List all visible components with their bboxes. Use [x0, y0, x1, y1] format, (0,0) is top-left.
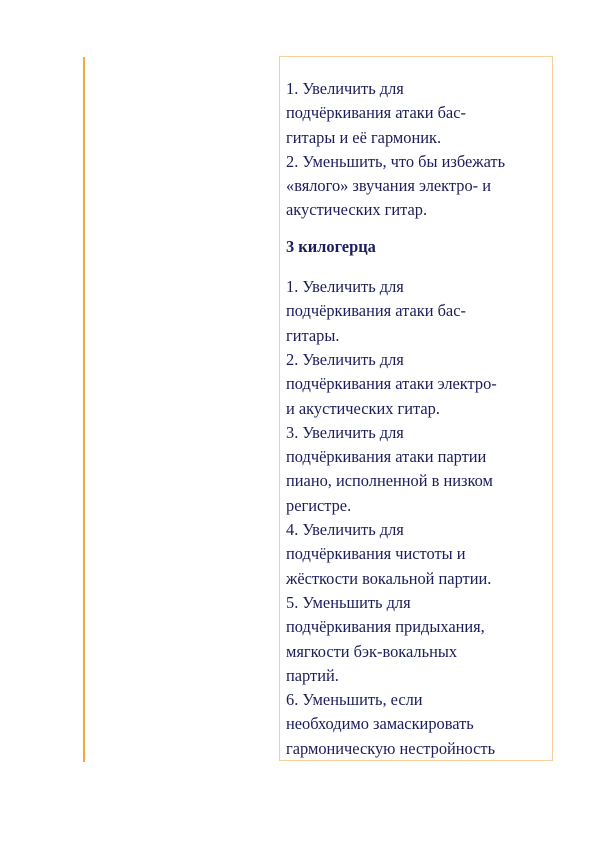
text-line: акустических гитар. — [286, 200, 428, 220]
text-line: мягкости бэк-вокальных — [286, 641, 458, 661]
text-line: 2. Уменьшить, что бы избежать — [286, 151, 506, 171]
text-line: 4. Увеличить для — [286, 520, 404, 540]
text-line: регистре. — [286, 495, 352, 515]
text-line: 2. Увеличить для — [286, 349, 404, 369]
text-frame — [279, 56, 553, 761]
text-line: подчёркивания атаки бас- — [286, 301, 466, 321]
text-line: 5. Уменьшить для — [286, 592, 411, 612]
text-line: 3. Увеличить для — [286, 422, 404, 442]
text-line: гитары. — [286, 325, 340, 345]
text-line: подчёркивания атаки партии — [286, 447, 487, 467]
text-line: подчёркивания атаки бас- — [286, 103, 466, 123]
text-line: 1. Увеличить для — [286, 79, 404, 98]
text-line: «вялого» звучания электро- и — [286, 176, 492, 196]
text-line: гитары и её гармоник. — [286, 127, 442, 147]
text-line: 1. Увеличить для — [286, 277, 404, 297]
left-margin-rule — [83, 57, 85, 762]
paragraph-block-1 — [286, 77, 552, 223]
text-line: необходимо замаскировать — [286, 714, 474, 734]
paragraph-block-2 — [286, 275, 552, 761]
text-line: 6. Уменьшить, если — [286, 690, 423, 710]
text-line: пиано, исполненной в низком — [286, 471, 493, 491]
text-line: гармоническую нестройность — [286, 738, 496, 758]
text-line: партий. — [286, 665, 339, 685]
text-line: подчёркивания чистоты и — [286, 544, 466, 564]
text-line: подчёркивания атаки электро- — [286, 374, 497, 394]
text-line: подчёркивания придыхания, — [286, 617, 485, 637]
text-line: и акустических гитар. — [286, 398, 440, 418]
text-line: жёсткости вокальной партии. — [286, 568, 492, 588]
section-heading: 3 килогерца — [286, 236, 376, 256]
